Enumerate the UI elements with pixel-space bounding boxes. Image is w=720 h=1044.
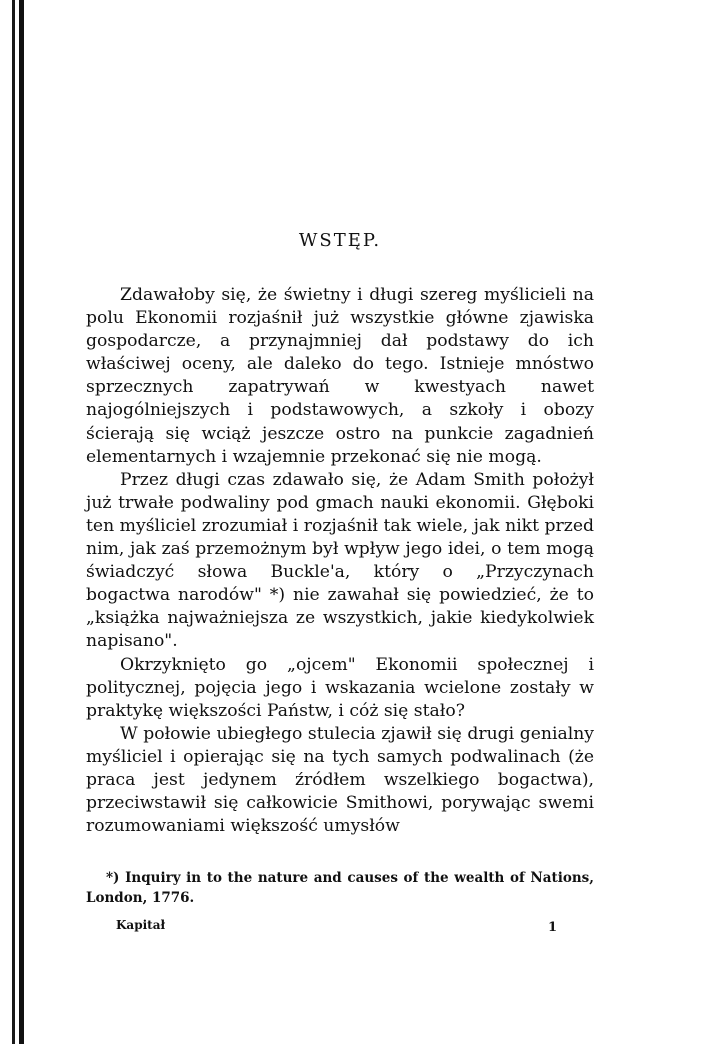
printer-signature: Kapitał: [116, 918, 166, 932]
body-text: [86, 284, 594, 838]
page-number: 1: [548, 920, 558, 935]
spine-line: [19, 0, 24, 1044]
paragraph: Przez długi czas zdawało się, że Adam Smith położył już trwałe podwaliny pod gmach nauki ekonomii. Głęboki ten myśliciel zrozumiał i rozjaśnił tak wiele, jak nikt przed nim, jak zaś przemożnym był wpływ jego idei, o tem mogą świadczyć słowa Buckle'a, który o „Przyczynach bogactwa narodów" *) nie zawahał się powiedzieć, że to „książka najważniejsza ze wszystkich, jakie kiedykolwiek napisano".: [86, 469, 594, 652]
paragraph: W połowie ubiegłego stulecia zjawił się drugi genialny myśliciel i opierając się na tych samych podwalinach (że praca jest jedynem źródłem wszelkiego bogactwa), przeciwstawił się całkowicie Smithowi, porywając swemi rozumowaniami większość umysłów: [86, 723, 594, 837]
book-spine-edge: [4, 0, 26, 1044]
chapter-title: WSTĘP.: [298, 230, 382, 251]
paragraph: Okrzyknięto go „ojcem" Ekonomii społecznej i politycznej, pojęcia jego i wskazania wcielone zostały w praktykę większości Państw, i cóż się stało?: [86, 654, 594, 721]
footnote-text: *) Inquiry in to the nature and causes of the wealth of Nations, London, 1776.: [86, 870, 594, 906]
footnote: [86, 868, 594, 908]
spine-line: [12, 0, 15, 1044]
paragraph: Zdawałoby się, że świetny i długi szereg myślicieli na polu Ekonomii rozjaśnił już wszystkie główne zjawiska gospodarcze, a przynajmniej dał podstawy do ich właściwej oceny, ale daleko do tego. Istnieje mnóstwo sprzecznych zapatrywań w kwestyach nawet najogólniejszych i podstawowych, a szkoły i obozy ścierają się wciąż jeszcze ostro na punkcie zagadnień elementarnych i wzajemnie przekonać się nie mogą.: [86, 285, 594, 467]
